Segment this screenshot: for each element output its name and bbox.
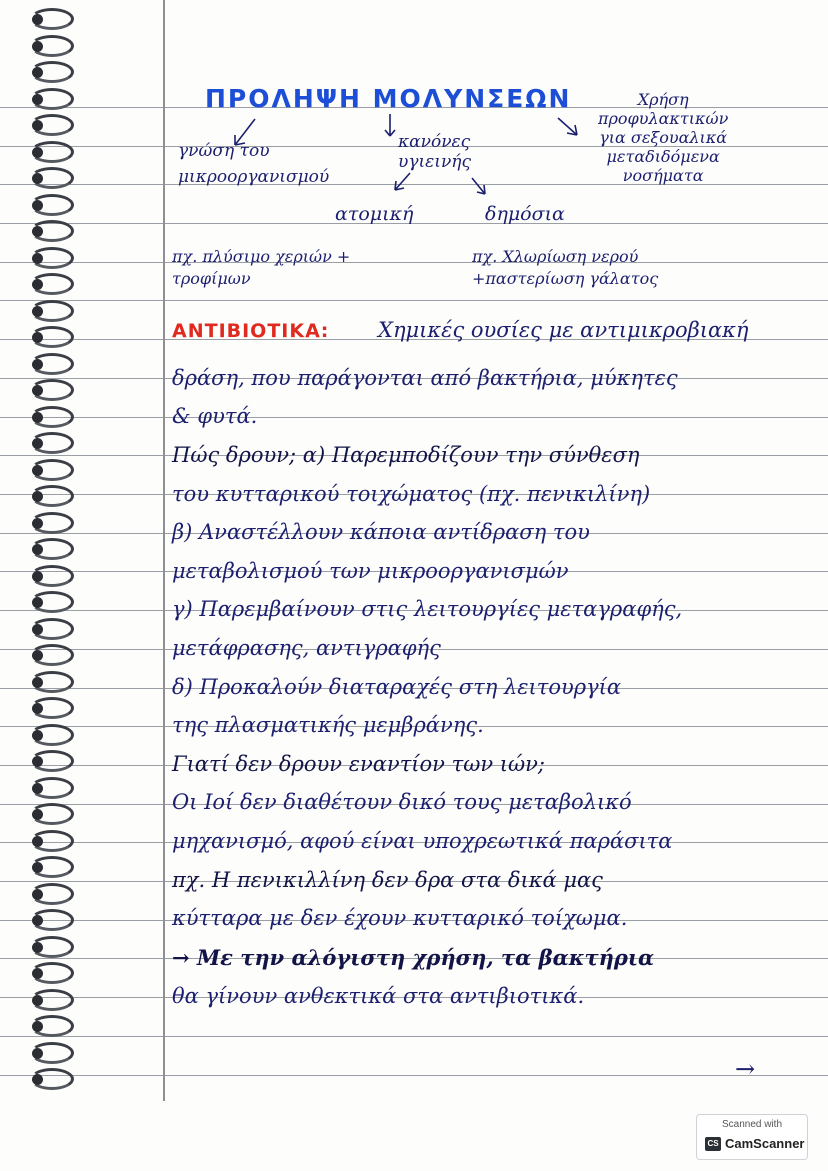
arrow-icon bbox=[555, 115, 585, 140]
punch-hole bbox=[32, 173, 43, 184]
hygiene-public: δημόσια bbox=[485, 203, 565, 225]
punch-hole bbox=[32, 306, 43, 317]
punch-hole bbox=[32, 412, 43, 423]
note-line: → Με την αλόγιστη χρήση, τα βακτήρια bbox=[172, 945, 655, 970]
antibiotics-heading: ΑΝΤΙΒΙΟΤΙΚΑ: bbox=[172, 320, 330, 342]
punch-hole bbox=[32, 359, 43, 370]
punch-hole bbox=[32, 677, 43, 688]
camscanner-logo-icon: CS bbox=[705, 1137, 721, 1151]
note-line: & φυτά. bbox=[172, 404, 258, 428]
arrow-icon bbox=[390, 170, 415, 195]
watermark-caption: Scanned with bbox=[721, 1119, 783, 1130]
note-line: θα γίνουν ανθεκτικά στα αντιβιοτικά. bbox=[172, 984, 585, 1008]
ruled-line bbox=[0, 1075, 828, 1076]
punch-hole bbox=[32, 756, 43, 767]
punch-hole bbox=[32, 942, 43, 953]
ruled-line bbox=[0, 262, 828, 263]
note-line: μηχανισμό, αφού είναι υποχρεωτικά παράσιτα bbox=[172, 829, 673, 853]
ruled-line bbox=[0, 300, 828, 301]
example-personal: πχ. πλύσιμο χεριών + τροφίμων bbox=[172, 247, 351, 288]
punch-hole bbox=[32, 730, 43, 741]
punch-hole bbox=[32, 783, 43, 794]
note-line: κύτταρα με δεν έχουν κυτταρικό τοίχωμα. bbox=[172, 906, 628, 930]
example-public: πχ. Χλωρίωση νερού +παστερίωση γάλατος bbox=[472, 247, 659, 288]
punch-hole bbox=[32, 809, 43, 820]
punch-hole bbox=[32, 1074, 43, 1085]
title-prevention: ΠΡΟΛΗΨΗ ΜΟΛΥΝΣΕΩΝ bbox=[205, 84, 572, 113]
punch-hole bbox=[32, 889, 43, 900]
arrow-icon bbox=[225, 115, 265, 155]
punch-hole bbox=[32, 465, 43, 476]
punch-hole bbox=[32, 41, 43, 52]
punch-hole bbox=[32, 200, 43, 211]
punch-hole bbox=[32, 862, 43, 873]
note-line: δράση, που παράγονται από βακτήρια, μύκητες bbox=[172, 366, 678, 390]
note-line: δ) Προκαλούν διαταραχές στη λειτουργία bbox=[172, 675, 622, 699]
punch-hole bbox=[32, 597, 43, 608]
punch-hole bbox=[32, 147, 43, 158]
punch-hole bbox=[32, 385, 43, 396]
note-line: Γιατί δεν δρουν εναντίον των ιών; bbox=[172, 752, 546, 776]
punch-hole bbox=[32, 836, 43, 847]
note-line: Οι Ιοί δεν διαθέτουν δικό τους μεταβολικό bbox=[172, 790, 632, 814]
arrow-icon bbox=[382, 112, 402, 142]
branch-hygiene: κανόνες υγιεινής bbox=[398, 132, 471, 172]
note-line: πχ. Η πενικιλλίνη δεν δρα στα δικά μας bbox=[172, 868, 603, 892]
punch-hole bbox=[32, 1021, 43, 1032]
note-line: μετάφρασης, αντιγραφής bbox=[172, 636, 441, 660]
punch-hole bbox=[32, 226, 43, 237]
punch-hole bbox=[32, 120, 43, 131]
punch-hole bbox=[32, 279, 43, 290]
watermark-brand: CamScanner bbox=[725, 1136, 805, 1151]
branch-knowledge: γνώση του μικροοργανισμού bbox=[178, 141, 330, 187]
note-line: β) Αναστέλλουν κάποια αντίδραση του bbox=[172, 520, 590, 544]
punch-hole bbox=[32, 14, 43, 25]
punch-hole bbox=[32, 1048, 43, 1059]
punch-hole bbox=[32, 571, 43, 582]
branch-prophylactics: Χρήση προφυλακτικών για σεξουαλικά μεταδιδόμενα νοσήματα bbox=[598, 90, 729, 185]
punch-hole bbox=[32, 650, 43, 661]
note-line: μεταβολισμού των μικροοργανισμών bbox=[172, 559, 569, 583]
ruled-line bbox=[0, 417, 828, 418]
punch-hole bbox=[32, 518, 43, 529]
punch-hole bbox=[32, 67, 43, 78]
page-turn-arrow-icon: → bbox=[735, 1055, 756, 1083]
note-line: Χημικές ουσίες με αντιμικροβιακή bbox=[378, 318, 749, 342]
punch-hole bbox=[32, 995, 43, 1006]
punch-hole bbox=[32, 703, 43, 714]
punch-hole bbox=[32, 491, 43, 502]
arrow-icon bbox=[468, 175, 493, 200]
punch-hole bbox=[32, 332, 43, 343]
punch-hole bbox=[32, 915, 43, 926]
note-line: του κυτταρικού τοιχώματος (πχ. πενικιλίνη) bbox=[172, 482, 651, 506]
margin-line bbox=[163, 0, 165, 1101]
ruled-line bbox=[0, 1036, 828, 1037]
note-line: Πώς δρουν; α) Παρεμποδίζουν την σύνθεση bbox=[172, 443, 640, 467]
hygiene-personal: ατομική bbox=[335, 203, 414, 225]
scanner-watermark bbox=[696, 1114, 808, 1160]
note-line: της πλασματικής μεμβράνης. bbox=[172, 713, 484, 737]
punch-hole bbox=[32, 438, 43, 449]
punch-hole bbox=[32, 544, 43, 555]
punch-hole bbox=[32, 94, 43, 105]
punch-hole bbox=[32, 968, 43, 979]
ruled-line bbox=[0, 223, 828, 224]
punch-hole bbox=[32, 624, 43, 635]
punch-hole bbox=[32, 253, 43, 264]
note-line: γ) Παρεμβαίνουν στις λειτουργίες μεταγραφής, bbox=[172, 597, 683, 621]
